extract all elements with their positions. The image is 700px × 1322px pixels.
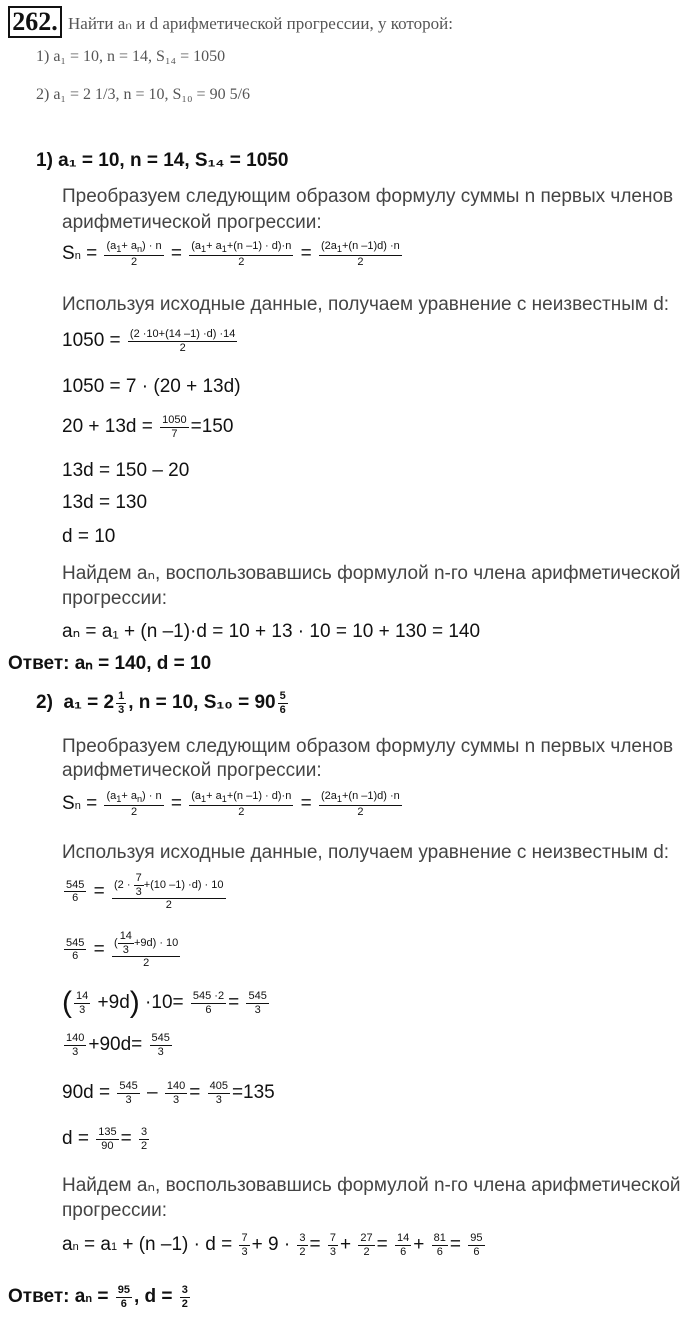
part2-eq-an: an = a1 + (n –1) · d = $\frac{7}{3}$ + 9 · $\frac{3}{2}$ = $\frac{7}{3}$ + $\frac{27}{2}$ = $\frac{14}{6}$ + $\frac{81}{6}$ = $\frac{95}{6}$ [62,1232,483,1258]
part1-answer: Ответ: aₙ = 140, d = 10 [8,653,212,674]
part2-sum-formula: Sn = $\frac{(a_1+ a_n) \cdot n}{2}$ = $\frac{(a_1+ a_1+(n -1) \cdot d)\cdot n}{2}$ = $\frac{(2a_1+(n -1)d) \cdot n}{2}$ [62,790,400,818]
part1-using-data: Используя исходные данные, получаем уравнение с неизвестным d: [62,294,670,315]
part1-eq-13d-sub: 13d = 150 – 20 [62,460,190,481]
part2-eq-545-b: $\frac{545}{6}$ = ( $\frac{14}{3}$ +9d) · 10 2 [66,930,179,970]
part1-find-an-line1: Найдем aₙ, воспользовавшись формулой n-го члена арифметической [62,563,681,584]
part2-eq-140-3: $\frac{140}{3}$ +90d= $\frac{545}{3}$ [66,1032,170,1058]
part1-eq-13d: 13d = 130 [62,492,148,513]
part2-header: 2) a₁ = 2 $\frac{1}{3}$ , n = 10, S₁₀ = 90 $\frac{5}{6}$ [36,690,286,716]
part2-eq-14-3: ( $\frac{14}{3}$ +9d) ·10= $\frac{545 \cdot 2}{6}$ = $\frac{545}{3}$ [62,986,267,1019]
problem-statement: Найти aₙ и d арифметической прогрессии, у которой: [68,14,453,33]
part1-transform-line1: Преобразуем следующим образом формулу суммы n первых членов [62,186,674,207]
condition-2: 2) a₁ = 2 1/3, n = 10, S₁₀ = 90 5/6 [36,86,251,103]
problem-number: 262. [8,6,62,38]
part1-find-an-line2: прогрессии: [62,588,167,609]
part1-eq-20-13d: 20 + 13d = $\frac{1050}{7}$ =150 [62,414,234,440]
part2-find-an-line2: прогрессии: [62,1200,167,1221]
part2-transform-line1: Преобразуем следующим образом формулу суммы n первых членов [62,736,674,757]
part1-header: 1) a₁ = 10, n = 14, S₁₄ = 1050 [36,150,289,171]
part2-answer: Ответ: an = $\frac{95}{6}$ , d = $\frac{3}{2}$ [8,1284,188,1310]
part2-eq-90d: 90d = $\frac{545}{3}$ – $\frac{140}{3}$ = $\frac{405}{3}$ =135 [62,1080,275,1106]
condition-1: 1) a₁ = 10, n = 14, S₁₄ = 1050 [36,48,226,65]
part1-eq-1050: 1050 = $\frac{(2 \cdot 10+(14 -1) \cdot d) \cdot 14}{2}$ [62,328,236,354]
part2-eq-d: d = $\frac{135}{90}$ = $\frac{3}{2}$ [62,1126,148,1152]
part1-transform-line2: арифметической прогрессии: [62,212,322,233]
part1-eq-1050-simplified: 1050 = 7 · (20 + 13d) [62,376,241,397]
part1-sum-formula: Sn = $\frac{(a_1+ a_n) \cdot n}{2}$ = $\frac{(a_1+ a_1+(n -1) \cdot d)\cdot n}{2}$ = $\frac{(2a_1+(n -1)d) \cdot n}{2}$ [62,240,400,268]
part2-find-an-line1: Найдем aₙ, воспользовавшись формулой n-го члена арифметической [62,1175,681,1196]
part1-eq-d: d = 10 [62,526,116,547]
part2-transform-line2: арифметической прогрессии: [62,760,322,781]
part2-eq-545-a: $\frac{545}{6}$ = (2 · $\frac{7}{3}$ +(10 –1) ·d) · 10 2 [66,872,224,912]
part1-eq-an: aₙ = a₁ + (n –1)·d = 10 + 13 · 10 = 10 + 130 = 140 [62,621,481,642]
part2-using-data: Используя исходные данные, получаем уравнение с неизвестным d: [62,842,670,863]
